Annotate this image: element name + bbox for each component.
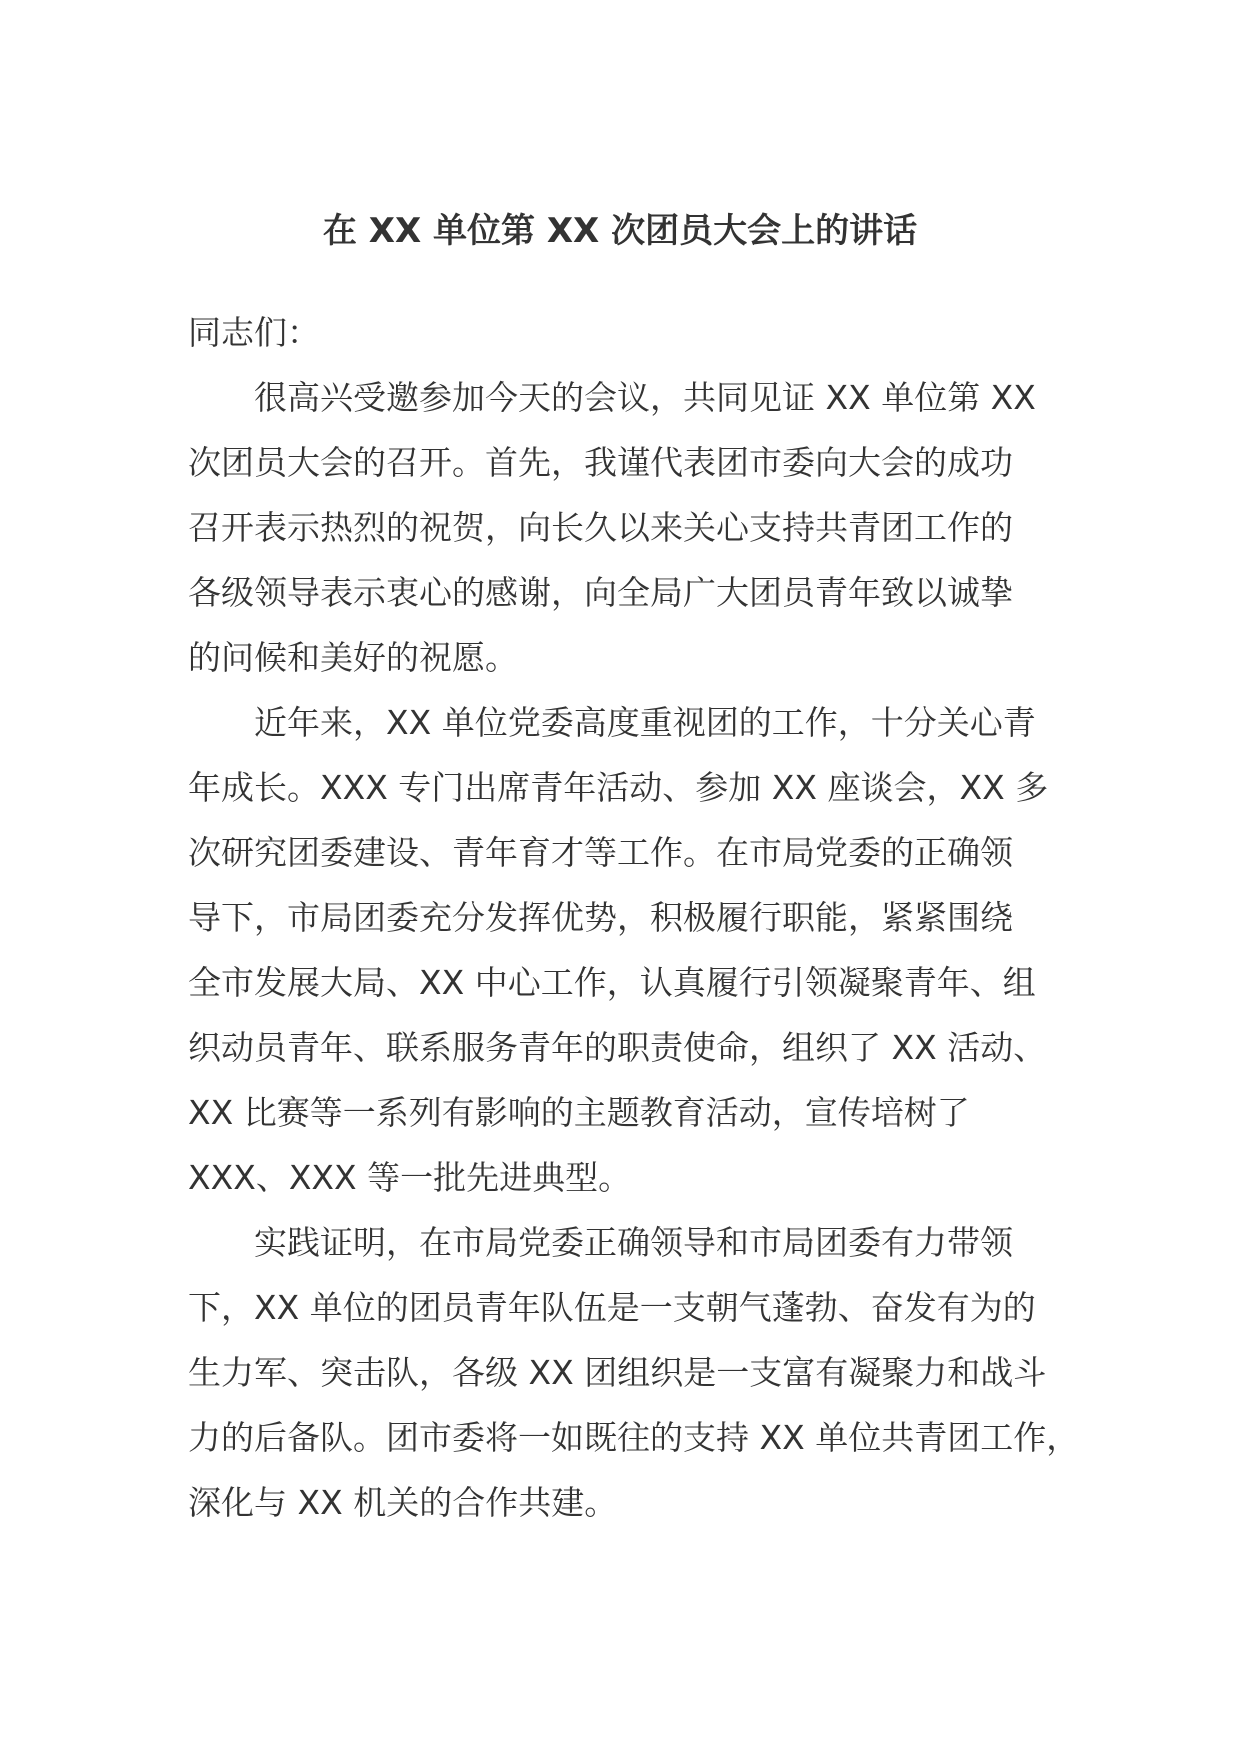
paragraph-line: 全市发展大局、XX 中心工作，认真履行引领凝聚青年、组	[188, 963, 1036, 1002]
paragraph-line: 织动员青年、联系服务青年的职责使命，组织了 XX 活动、	[188, 1028, 1047, 1067]
document-body	[188, 300, 1078, 1535]
paragraph-line: 次团员大会的召开。首先，我谨代表团市委向大会的成功	[188, 443, 1013, 482]
paragraph-line: 次研究团委建设、青年育才等工作。在市局党委的正确领	[188, 833, 1013, 872]
paragraph-line: 年成长。XXX 专门出席青年活动、参加 XX 座谈会，XX 多	[188, 768, 1049, 807]
paragraph-line: 近年来，XX 单位党委高度重视团的工作，十分关心青	[254, 703, 1036, 742]
paragraph-1	[188, 365, 1078, 690]
document-title: 在 XX 单位第 XX 次团员大会上的讲话	[322, 211, 918, 251]
salutation: 同志们：	[188, 313, 320, 352]
paragraph-line: 的问候和美好的祝愿。	[188, 638, 518, 677]
paragraph-line: 力的后备队。团市委将一如既往的支持 XX 单位共青团工作，	[188, 1418, 1080, 1457]
paragraph-3	[188, 1210, 1078, 1535]
paragraph-line: 导下，市局团委充分发挥优势，积极履行职能，紧紧围绕	[188, 898, 1013, 937]
paragraph-2	[188, 690, 1078, 1210]
paragraph-line: 实践证明，在市局党委正确领导和市局团委有力带领	[254, 1223, 1013, 1262]
paragraph-line: 生力军、突击队，各级 XX 团组织是一支富有凝聚力和战斗	[188, 1353, 1047, 1392]
paragraph-line: 各级领导表示衷心的感谢，向全局广大团员青年致以诚挚	[188, 573, 1013, 612]
paragraph-line: 召开表示热烈的祝贺，向长久以来关心支持共青团工作的	[188, 508, 1013, 547]
paragraph-line: 很高兴受邀参加今天的会议，共同见证 XX 单位第 XX	[254, 378, 1036, 417]
paragraph-line: XX 比赛等一系列有影响的主题教育活动，宣传培树了	[188, 1093, 970, 1132]
paragraph-line: XXX、XXX 等一批先进典型。	[188, 1158, 632, 1197]
paragraph-line: 深化与 XX 机关的合作共建。	[188, 1483, 618, 1522]
paragraph-line: 下，XX 单位的团员青年队伍是一支朝气蓬勃、奋发有为的	[188, 1288, 1036, 1327]
